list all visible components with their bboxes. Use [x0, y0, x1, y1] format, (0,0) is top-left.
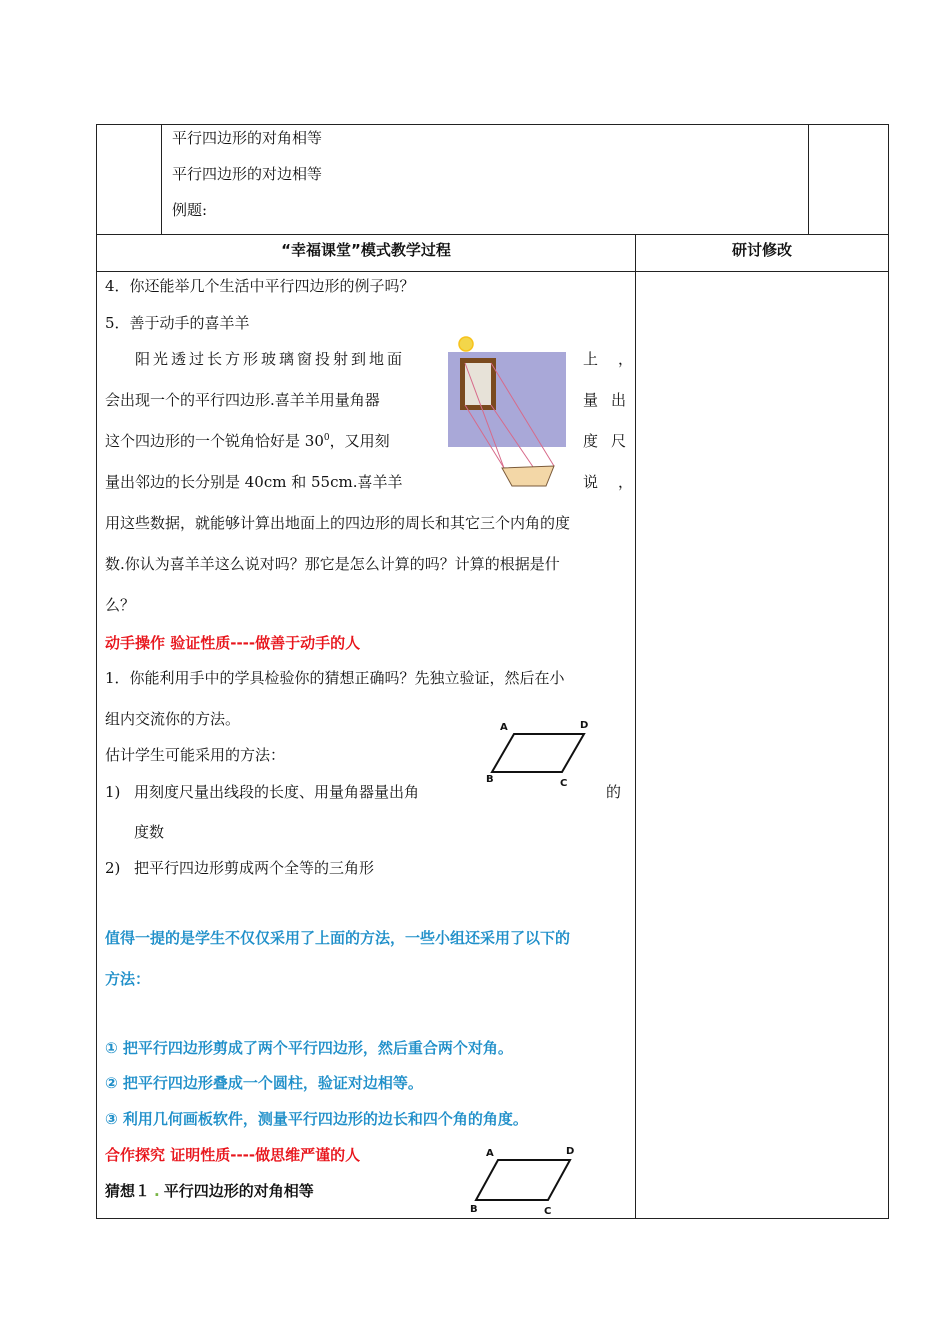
table-header-process: “幸福课堂”模式教学过程 [281, 241, 451, 259]
table-header-border [96, 271, 889, 272]
top-line-2: 平行四边形的对边相等 [172, 165, 323, 183]
sunlight-window-illustration [446, 334, 570, 494]
parallelogram-figure-1 [484, 716, 594, 790]
parallelogram-shape [492, 734, 584, 772]
step-1-line-2: 组内交流你的方法。 [105, 710, 241, 728]
para-line-1-right [583, 349, 654, 369]
method-circled-1: ① 把平行四边形剪成了两个平行四边形，然后重合两个对角。 [105, 1039, 513, 1057]
para-line-3-text-b: ，又用刻 [329, 432, 390, 450]
degree-superscript: 0 [323, 433, 330, 443]
method-2-number: 2) [105, 859, 121, 877]
estimate-line: 估计学生可能采用的方法： [105, 746, 286, 764]
parallelogram-figure-2 [466, 1142, 578, 1218]
table-top-border [96, 234, 889, 235]
table-bottom-border [96, 1218, 889, 1219]
method-1-continuation: 度数 [134, 823, 165, 841]
question-4: 4．你还能举几个生活中平行四边形的例子吗？ [105, 277, 415, 295]
vertex-label-c: C [544, 1206, 552, 1217]
vertex-label-a: A [500, 722, 508, 733]
top-box-divider-left [161, 124, 162, 235]
para-line-4-left: 量出邻边的长分别是 40cm 和 55cm.喜羊羊 [105, 473, 403, 491]
top-box-top-border [96, 124, 889, 125]
section-hands-on-heading: 动手操作 验证性质----做善于动手的人 [105, 634, 361, 652]
method-1-end: 的 [606, 783, 622, 801]
vertex-label-a: A [486, 1148, 494, 1159]
para-line-7: 么？ [105, 596, 136, 614]
top-box-divider-right [808, 124, 809, 235]
para-line-2-right: 量出 [583, 391, 640, 409]
para-line-3-text-a: 这个四边形的一个锐角恰好是 30 [105, 432, 324, 450]
conjecture-1-dot: . [154, 1182, 160, 1200]
method-1-text: 用刻度尺量出线段的长度、用量角器量出角 [134, 783, 420, 801]
vertex-label-d: D [580, 720, 589, 731]
conjecture-1-text: 平行四边形的对角相等 [163, 1182, 314, 1200]
top-line-1: 平行四边形的对角相等 [172, 129, 323, 147]
vertex-label-d: D [566, 1146, 575, 1157]
outer-left-border [96, 124, 97, 1219]
table-column-divider [635, 234, 636, 1219]
para-line-5: 用这些数据，就能够计算出地面上的四边形的周长和其它三个内角的度 [105, 514, 571, 532]
para-line-6: 数.你认为喜羊羊这么说对吗？那它是怎么计算的吗？计算的根据是什 [105, 555, 560, 573]
para-line-2-left: 会出现一个的平行四边形.喜羊羊用量角器 [105, 391, 380, 409]
vertex-label-c: C [560, 778, 568, 789]
vertex-label-b: B [486, 774, 494, 785]
parallelogram-shadow [502, 466, 554, 486]
parallelogram-shape [476, 1160, 570, 1200]
section-cooperative-heading: 合作探究 证明性质----做思维严谨的人 [105, 1146, 361, 1164]
step-1-line-1: 1．你能利用手中的学具检验你的猜想正确吗？先独立验证，然后在小 [105, 669, 565, 687]
para-line-3-left [105, 431, 390, 451]
conjecture-1 [105, 1181, 314, 1201]
table-header-revision: 研讨修改 [731, 241, 792, 259]
method-circled-3: ③ 利用几何画板软件，测量平行四边形的边长和四个角的角度。 [105, 1110, 528, 1128]
para-line-1-left: 阳光透过长方形玻璃窗投射到地面 [135, 350, 406, 368]
vertex-label-b: B [470, 1204, 478, 1215]
question-5: 5．善于动手的喜羊羊 [105, 314, 250, 332]
note-line-1: 值得一提的是学生不仅仅采用了上面的方法，一些小组还采用了以下的 [105, 929, 571, 947]
method-1-number: 1) [105, 783, 121, 801]
para-line-3-right: 度尺 [583, 432, 640, 450]
outer-right-border [888, 124, 889, 1219]
method-2-text: 把平行四边形剪成两个全等的三角形 [134, 859, 375, 877]
note-line-2: 方法： [105, 970, 151, 988]
para-line-4-right: 说， [583, 473, 654, 491]
method-circled-2: ② 把平行四边形叠成一个圆柱，验证对边相等。 [105, 1074, 423, 1092]
sun-icon [459, 337, 473, 351]
conjecture-1-prefix: 猜想１ [105, 1182, 151, 1200]
top-line-3: 例题: [172, 201, 208, 219]
para-line-1-right-text: 上， [583, 350, 654, 368]
